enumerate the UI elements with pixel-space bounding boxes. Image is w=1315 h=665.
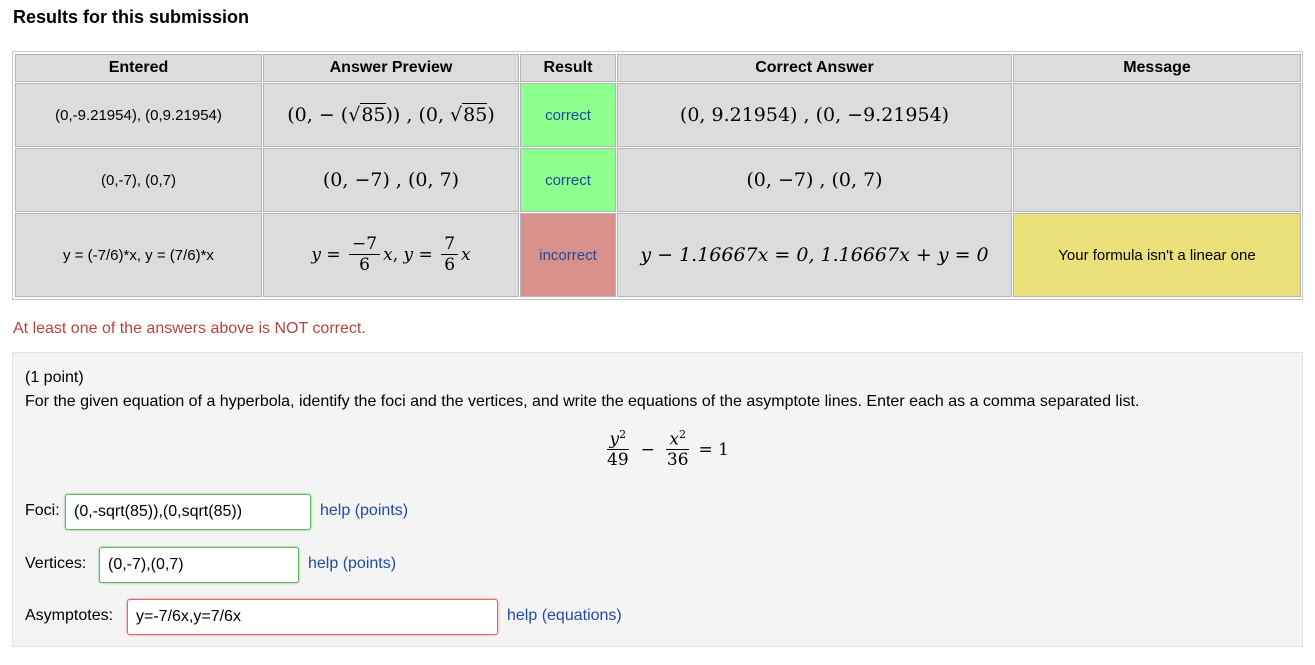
foci-input[interactable] (65, 494, 311, 530)
vertices-input[interactable] (99, 547, 299, 583)
results-table (12, 51, 1303, 300)
row1-correct-answer: (0, 9.21954) , (0, −9.21954) (617, 83, 1012, 147)
row1-entered: (0,-9.21954), (0,9.21954) (15, 83, 262, 147)
row1-message (1013, 83, 1301, 147)
vertices-label: Vertices: (25, 555, 87, 572)
foci-help-link[interactable]: help (points) (320, 502, 409, 519)
asymptotes-input[interactable] (127, 599, 498, 635)
col-header-result: Result (520, 54, 616, 82)
row2-message (1013, 148, 1301, 212)
row2-result: correct (520, 148, 616, 212)
asymptotes-help-link[interactable]: help (equations) (507, 607, 622, 624)
row2-correct-answer: (0, −7) , (0, 7) (617, 148, 1012, 212)
row3-preview: y = $\frac{-7}{6}$ x , y = $\frac{7}{6}$ x (263, 213, 519, 297)
row3-correct-answer: y − 1.16667x = 0, 1.16667x + y = 0 (617, 213, 1012, 297)
results-heading: Results for this submission (13, 7, 250, 27)
row2-preview: (0, −7) , (0, 7) (263, 148, 519, 212)
row1-preview: (0, − (√85)) , (0, √85) (263, 83, 519, 147)
col-header-message: Message (1013, 54, 1301, 82)
row3-message: Your formula isn't a linear one (1013, 213, 1301, 297)
status-message: At least one of the answers above is NOT correct. (13, 320, 366, 337)
problem-panel (12, 352, 1303, 647)
row3-entered: y = (-7/6)*x, y = (7/6)*x (15, 213, 262, 297)
hyperbola-equation: $\frac{y^2}{49}$ − $\frac{x^2}{36}$ = 1 (607, 428, 729, 471)
asymptotes-label: Asymptotes: (25, 607, 114, 624)
row2-entered: (0,-7), (0,7) (15, 148, 262, 212)
col-header-correct-answer: Correct Answer (617, 54, 1012, 82)
col-header-answer-preview: Answer Preview (263, 54, 519, 82)
foci-label: Foci: (25, 502, 60, 519)
row3-result: incorrect (520, 213, 616, 297)
col-header-entered: Entered (15, 54, 262, 82)
problem-points: (1 point) (25, 369, 84, 386)
problem-statement: For the given equation of a hyperbola, identify the foci and the vertices, and write the equations of the asymptote lines. Enter each as a comma separated list. (25, 393, 1140, 410)
row1-result: correct (520, 83, 616, 147)
vertices-help-link[interactable]: help (points) (308, 555, 397, 572)
